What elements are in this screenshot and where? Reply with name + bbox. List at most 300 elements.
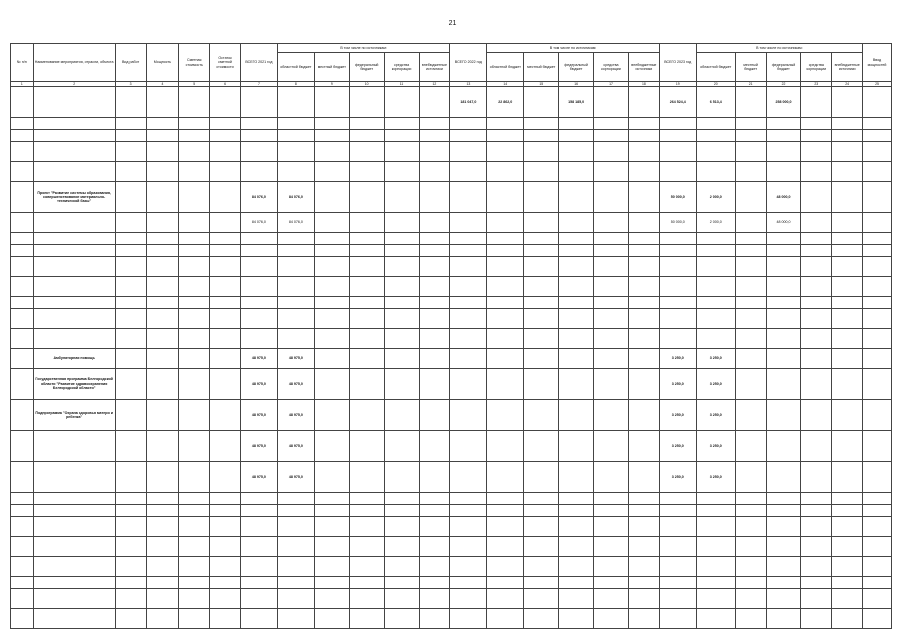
row-cell	[240, 505, 277, 517]
row-cell	[659, 142, 696, 162]
row-cell	[659, 245, 696, 257]
row-cell	[735, 213, 766, 233]
row-cell	[384, 589, 419, 609]
row-cell	[210, 309, 241, 329]
table-row	[11, 609, 892, 629]
row-cell	[801, 87, 832, 118]
row-cell: 48 975,0	[240, 349, 277, 369]
row-name	[33, 609, 115, 629]
row-cell	[801, 505, 832, 517]
row-cell	[524, 257, 559, 277]
row-cell	[487, 118, 524, 130]
row-cell	[179, 400, 210, 431]
row-cell	[766, 400, 801, 431]
row-cell	[11, 505, 34, 517]
column-number: 2	[33, 82, 115, 87]
row-cell: 84 076,0	[277, 213, 314, 233]
row-cell	[801, 462, 832, 493]
row-cell	[349, 297, 384, 309]
table-row	[11, 589, 892, 609]
row-cell	[487, 609, 524, 629]
row-cell	[863, 493, 892, 505]
row-cell	[277, 517, 314, 537]
row-cell	[735, 309, 766, 329]
row-cell	[863, 462, 892, 493]
row-cell	[735, 142, 766, 162]
row-cell	[146, 589, 179, 609]
row-cell	[384, 142, 419, 162]
row-cell	[559, 349, 594, 369]
column-number: 7	[240, 82, 277, 87]
row-cell	[210, 609, 241, 629]
row-cell	[115, 245, 146, 257]
row-cell	[384, 577, 419, 589]
row-cell	[594, 400, 629, 431]
row-cell	[559, 297, 594, 309]
row-cell	[146, 537, 179, 557]
row-cell	[314, 329, 349, 349]
table-row	[11, 233, 892, 245]
row-cell	[240, 577, 277, 589]
row-cell	[115, 369, 146, 400]
row-cell	[559, 309, 594, 329]
row-cell	[349, 182, 384, 213]
row-cell	[863, 162, 892, 182]
row-cell	[384, 369, 419, 400]
row-cell	[384, 537, 419, 557]
column-number: 18	[628, 82, 659, 87]
row-cell	[766, 349, 801, 369]
row-cell	[179, 609, 210, 629]
row-cell	[487, 245, 524, 257]
row-cell	[832, 493, 863, 505]
row-cell	[419, 118, 450, 130]
row-cell	[801, 182, 832, 213]
row-name	[33, 142, 115, 162]
row-cell	[735, 245, 766, 257]
row-cell	[384, 505, 419, 517]
row-cell	[524, 87, 559, 118]
row-cell	[115, 400, 146, 431]
row-cell	[115, 329, 146, 349]
row-cell	[832, 130, 863, 142]
row-cell	[210, 577, 241, 589]
row-cell	[314, 493, 349, 505]
row-cell: 3 250,0	[659, 431, 696, 462]
row-cell	[524, 609, 559, 629]
row-cell	[210, 462, 241, 493]
row-cell	[11, 257, 34, 277]
row-cell: 48 975,0	[277, 431, 314, 462]
row-cell	[115, 233, 146, 245]
row-cell	[487, 142, 524, 162]
row-cell	[559, 245, 594, 257]
row-cell	[659, 162, 696, 182]
row-cell	[240, 130, 277, 142]
row-cell	[240, 162, 277, 182]
row-name	[33, 309, 115, 329]
row-cell	[628, 517, 659, 537]
row-cell	[487, 297, 524, 309]
row-cell	[210, 130, 241, 142]
row-cell	[766, 431, 801, 462]
row-cell	[735, 537, 766, 557]
row-cell	[766, 257, 801, 277]
row-cell	[696, 142, 735, 162]
row-cell	[487, 233, 524, 245]
row-cell	[766, 577, 801, 589]
row-cell	[314, 400, 349, 431]
table-row	[11, 431, 892, 462]
row-cell	[210, 349, 241, 369]
row-cell	[240, 329, 277, 349]
row-cell	[349, 369, 384, 400]
row-cell	[524, 589, 559, 609]
row-cell	[277, 493, 314, 505]
row-cell	[696, 245, 735, 257]
row-cell	[11, 400, 34, 431]
row-cell	[314, 142, 349, 162]
row-cell	[450, 349, 487, 369]
row-cell	[419, 517, 450, 537]
row-name	[33, 537, 115, 557]
row-cell: 48 000,0	[766, 182, 801, 213]
column-number: 12	[419, 82, 450, 87]
row-cell	[832, 517, 863, 537]
row-cell	[349, 309, 384, 329]
row-cell	[659, 577, 696, 589]
row-cell	[487, 557, 524, 577]
row-cell: 181 047,0	[450, 87, 487, 118]
header-group-2023: В том числе по источникам:	[696, 44, 862, 53]
row-cell	[659, 537, 696, 557]
row-cell	[240, 245, 277, 257]
row-cell	[450, 329, 487, 349]
row-cell	[594, 297, 629, 309]
row-cell	[628, 589, 659, 609]
row-cell	[487, 162, 524, 182]
row-cell	[487, 349, 524, 369]
row-name: Амбулаторная помощь	[33, 349, 115, 369]
row-cell	[659, 505, 696, 517]
row-cell	[419, 182, 450, 213]
row-cell	[659, 257, 696, 277]
row-cell	[766, 329, 801, 349]
row-cell	[314, 589, 349, 609]
row-cell	[832, 577, 863, 589]
row-cell	[863, 130, 892, 142]
row-cell	[450, 493, 487, 505]
row-cell	[210, 493, 241, 505]
header-src-offbudget: внебюджетные источники	[832, 53, 863, 82]
header-src-local: местный бюджет	[735, 53, 766, 82]
row-cell	[11, 277, 34, 297]
column-number: 17	[594, 82, 629, 87]
row-cell	[349, 400, 384, 431]
header-src-offbudget: внебюджетные источники	[419, 53, 450, 82]
row-cell	[696, 309, 735, 329]
row-name	[33, 118, 115, 130]
row-cell	[735, 329, 766, 349]
row-cell	[210, 213, 241, 233]
row-cell	[349, 609, 384, 629]
table-row	[11, 182, 892, 213]
row-cell	[524, 369, 559, 400]
row-cell	[419, 257, 450, 277]
column-number: 21	[735, 82, 766, 87]
row-cell	[863, 431, 892, 462]
row-cell: 84 076,0	[240, 182, 277, 213]
row-cell	[524, 297, 559, 309]
row-cell	[314, 297, 349, 309]
row-cell	[594, 87, 629, 118]
row-cell	[696, 162, 735, 182]
row-cell	[863, 87, 892, 118]
row-cell	[384, 245, 419, 257]
row-cell	[179, 257, 210, 277]
row-cell	[349, 130, 384, 142]
table-row	[11, 130, 892, 142]
row-cell	[146, 182, 179, 213]
row-cell	[384, 162, 419, 182]
row-cell	[863, 505, 892, 517]
row-cell	[696, 577, 735, 589]
column-number: 23	[801, 82, 832, 87]
row-cell	[115, 577, 146, 589]
row-cell: 48 975,0	[240, 400, 277, 431]
row-cell	[450, 118, 487, 130]
row-cell	[384, 431, 419, 462]
header-src-local: местный бюджет	[524, 53, 559, 82]
row-cell	[450, 233, 487, 245]
row-cell	[659, 118, 696, 130]
table-row	[11, 577, 892, 589]
row-cell	[419, 577, 450, 589]
row-cell	[559, 118, 594, 130]
row-cell	[628, 505, 659, 517]
row-cell	[115, 462, 146, 493]
row-cell	[832, 369, 863, 400]
row-cell	[240, 233, 277, 245]
row-cell	[628, 609, 659, 629]
row-cell	[349, 349, 384, 369]
row-cell	[801, 369, 832, 400]
row-cell	[735, 257, 766, 277]
row-cell	[146, 118, 179, 130]
row-cell	[146, 505, 179, 517]
row-cell	[11, 233, 34, 245]
row-cell	[240, 87, 277, 118]
row-cell	[419, 233, 450, 245]
row-cell	[210, 257, 241, 277]
row-cell: 2 000,0	[696, 213, 735, 233]
row-cell	[349, 557, 384, 577]
row-cell	[115, 505, 146, 517]
row-cell	[450, 369, 487, 400]
row-cell	[277, 245, 314, 257]
row-cell	[487, 462, 524, 493]
row-cell	[628, 245, 659, 257]
row-cell	[832, 505, 863, 517]
row-cell	[450, 130, 487, 142]
row-cell	[766, 557, 801, 577]
row-cell	[594, 369, 629, 400]
row-cell	[384, 493, 419, 505]
row-cell	[419, 329, 450, 349]
header-no: № п/п	[11, 44, 34, 82]
row-cell	[766, 505, 801, 517]
row-cell	[524, 462, 559, 493]
row-cell	[11, 577, 34, 589]
table-row	[11, 369, 892, 400]
row-cell	[628, 577, 659, 589]
row-cell	[240, 142, 277, 162]
row-cell	[766, 142, 801, 162]
row-cell	[210, 589, 241, 609]
row-cell	[11, 130, 34, 142]
row-cell	[735, 297, 766, 309]
row-cell: 3 250,0	[659, 349, 696, 369]
row-cell: 3 250,0	[696, 369, 735, 400]
row-cell	[11, 557, 34, 577]
row-cell	[314, 213, 349, 233]
table-row	[11, 162, 892, 182]
row-cell	[832, 213, 863, 233]
row-cell	[735, 182, 766, 213]
row-cell	[594, 493, 629, 505]
row-cell	[314, 245, 349, 257]
row-cell	[594, 233, 629, 245]
row-cell	[115, 537, 146, 557]
row-cell	[419, 557, 450, 577]
row-cell	[766, 277, 801, 297]
row-cell	[210, 142, 241, 162]
row-cell	[210, 297, 241, 309]
investment-table	[10, 43, 892, 629]
row-cell	[628, 400, 659, 431]
row-cell	[179, 537, 210, 557]
row-cell	[11, 182, 34, 213]
row-cell	[314, 577, 349, 589]
row-cell	[384, 609, 419, 629]
row-cell	[384, 297, 419, 309]
row-cell	[450, 245, 487, 257]
row-cell	[594, 505, 629, 517]
row-cell	[524, 431, 559, 462]
row-cell	[384, 213, 419, 233]
row-cell	[766, 162, 801, 182]
row-cell	[210, 557, 241, 577]
row-cell	[115, 213, 146, 233]
row-cell	[11, 87, 34, 118]
row-cell	[524, 349, 559, 369]
row-cell	[384, 400, 419, 431]
row-cell	[659, 589, 696, 609]
row-cell	[594, 142, 629, 162]
row-cell	[628, 329, 659, 349]
row-cell	[314, 182, 349, 213]
row-cell	[659, 309, 696, 329]
row-cell	[801, 309, 832, 329]
row-cell	[696, 609, 735, 629]
row-cell	[277, 537, 314, 557]
column-number: 16	[559, 82, 594, 87]
row-name	[33, 245, 115, 257]
row-cell	[628, 297, 659, 309]
row-cell	[277, 609, 314, 629]
row-cell	[594, 589, 629, 609]
row-cell	[115, 297, 146, 309]
row-cell	[450, 162, 487, 182]
row-cell	[696, 493, 735, 505]
row-cell	[277, 87, 314, 118]
row-cell	[659, 557, 696, 577]
row-cell	[863, 557, 892, 577]
row-cell	[863, 213, 892, 233]
row-cell	[349, 213, 384, 233]
header-group-2021: В том числе по источникам:	[277, 44, 449, 53]
row-cell: 84 076,0	[277, 182, 314, 213]
header-src-regional: областной бюджет	[277, 53, 314, 82]
row-cell	[524, 130, 559, 142]
row-cell	[277, 329, 314, 349]
row-cell	[487, 369, 524, 400]
row-cell	[559, 130, 594, 142]
row-cell	[628, 142, 659, 162]
row-cell	[524, 577, 559, 589]
row-cell	[146, 245, 179, 257]
row-cell	[314, 277, 349, 297]
row-cell	[11, 118, 34, 130]
row-cell	[628, 118, 659, 130]
header-src-regional: областной бюджет	[696, 53, 735, 82]
row-cell	[832, 557, 863, 577]
row-cell	[179, 162, 210, 182]
row-cell	[801, 162, 832, 182]
row-cell	[832, 162, 863, 182]
row-cell	[179, 577, 210, 589]
row-cell	[240, 517, 277, 537]
row-cell	[240, 277, 277, 297]
row-name	[33, 162, 115, 182]
row-cell	[863, 517, 892, 537]
table-body	[11, 87, 892, 629]
row-cell	[240, 309, 277, 329]
row-cell	[210, 277, 241, 297]
table-row	[11, 277, 892, 297]
row-cell	[349, 431, 384, 462]
row-cell	[419, 309, 450, 329]
row-cell	[146, 369, 179, 400]
row-cell	[863, 537, 892, 557]
row-cell	[210, 517, 241, 537]
row-cell	[696, 329, 735, 349]
row-cell	[559, 557, 594, 577]
row-cell	[240, 589, 277, 609]
row-cell	[628, 369, 659, 400]
row-cell	[696, 130, 735, 142]
row-cell	[314, 162, 349, 182]
row-cell	[277, 277, 314, 297]
row-name	[33, 277, 115, 297]
row-cell	[863, 118, 892, 130]
row-cell	[559, 233, 594, 245]
row-cell	[115, 257, 146, 277]
row-cell	[314, 431, 349, 462]
row-cell	[594, 182, 629, 213]
row-cell	[628, 87, 659, 118]
row-cell	[863, 589, 892, 609]
